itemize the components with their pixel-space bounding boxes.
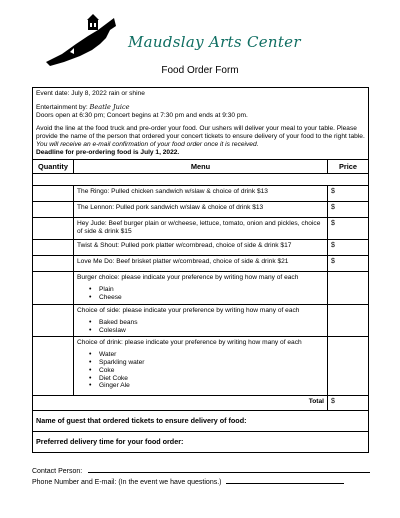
price-cell[interactable]: $ [328,218,369,240]
contact-person [32,466,370,477]
delivery-time-label[interactable]: Preferred delivery time for your food order: [33,432,369,453]
side-choice-row [33,304,369,337]
maudslay-logo-icon [40,14,120,66]
quantity-cell[interactable] [33,304,74,337]
menu-item-name: Twist & Shout: Pulled pork platter w/cornbread, choice of side & drink $17 [74,240,328,256]
list-item: • Coleslaw [89,327,324,335]
contact-phone-label: Phone Number and E-mail: (In the event we have questions.) [32,478,222,486]
drink-options [89,351,324,390]
contact-person-label: Contact Person: [32,468,83,475]
list-item: • Ginger Ale [89,382,324,390]
center-name: Maudslay Arts Center [128,33,301,51]
entertainment [36,103,365,112]
burger-options [89,286,324,302]
order-form-table [32,87,369,453]
event-info-row [33,88,369,160]
total-price-cell[interactable]: $ [328,396,369,411]
quantity-cell[interactable] [33,240,74,256]
list-item: • Water [89,351,324,359]
quantity-cell[interactable] [33,256,74,272]
total-label: Total [33,396,328,411]
price-cell[interactable]: $ [328,186,369,202]
table-row [33,202,369,218]
side-choice [74,304,328,337]
price-cell [328,304,369,337]
table-row [33,186,369,202]
list-item: • Cheese [89,294,324,302]
drink-choice-row [33,337,369,396]
guest-name-label[interactable]: Name of guest that ordered tickets to ensure delivery of food: [33,411,369,432]
band-name: Beatle Juice [89,103,130,112]
price-cell [328,272,369,305]
delivery-time-row [33,432,369,453]
menu-item-name: Love Me Do: Beef brisket platter w/cornbread, choice of side & drink $21 [74,256,328,272]
instructions-text: Avoid the line at the food truck and pre-order your food. Our ushers will deliver your meal to your table. Please provide the name of the person that ordered your concert tickets to ensure delivery of your food to the right table. [36,125,365,141]
table-row [33,240,369,256]
price-cell[interactable]: $ [328,256,369,272]
instructions [36,125,365,149]
list-item: • Diet Coke [89,375,324,383]
price-cell[interactable]: $ [328,202,369,218]
price-cell[interactable]: $ [328,240,369,256]
col-menu: Menu [74,160,328,174]
list-item: • Sparkling water [89,359,324,367]
contact-phone-field[interactable] [226,477,344,484]
menu-item-name: The Lennon: Pulled pork sandwich w/slaw & choice of drink $13 [74,202,328,218]
entertainment-label: Entertainment by: [36,104,88,112]
menu-item-name: The Ringo: Pulled chicken sandwich w/slaw & choice of drink $13 [74,186,328,202]
menu-item-name: Hey Jude: Beef burger plain or w/cheese, lettuce, tomato, onion and pickles, choice of side & drink $15 [74,218,328,240]
list-item: • Coke [89,367,324,375]
form-title: Food Order Form [161,65,239,76]
col-price: Price [328,160,369,174]
col-quantity: Quantity [33,160,74,174]
email-note: You will receive an e-mail confirmation of your food order once it is received. [36,141,259,149]
list-item: • Plain [89,286,324,294]
quantity-cell[interactable] [33,218,74,240]
price-cell [328,337,369,396]
list-item: • Baked beans [89,319,324,327]
table-row [33,218,369,240]
quantity-cell[interactable] [33,337,74,396]
deadline: Deadline for pre-ordering food is July 1, 2022. [36,149,180,157]
guest-name-row [33,411,369,432]
drink-choice [74,337,328,396]
quantity-cell[interactable] [33,186,74,202]
table-row [33,256,369,272]
blank-row [33,174,369,186]
side-options [89,319,324,335]
contact-phone [32,477,370,488]
burger-choice [74,272,328,305]
burger-choice-row [33,272,369,305]
drink-choice-prompt: Choice of drink: please indicate your preference by writing how many of each [77,339,302,347]
quantity-cell[interactable] [33,202,74,218]
contact-person-field[interactable] [88,466,370,473]
total-row [33,396,369,411]
quantity-cell[interactable] [33,272,74,305]
burger-choice-prompt: Burger choice: please indicate your preference by writing how many of each [77,274,299,282]
event-info [33,88,369,160]
doors-info: Doors open at 6:30 pm; Concert begins at 7:30 pm and ends at 9:30 pm. [36,112,248,120]
contact-section [32,466,370,488]
side-choice-prompt: Choice of side: please indicate your preference by writing how many of each [77,306,300,314]
table-header-row [33,160,369,174]
event-date: Event date: July 8, 2022 rain or shine [36,90,145,97]
